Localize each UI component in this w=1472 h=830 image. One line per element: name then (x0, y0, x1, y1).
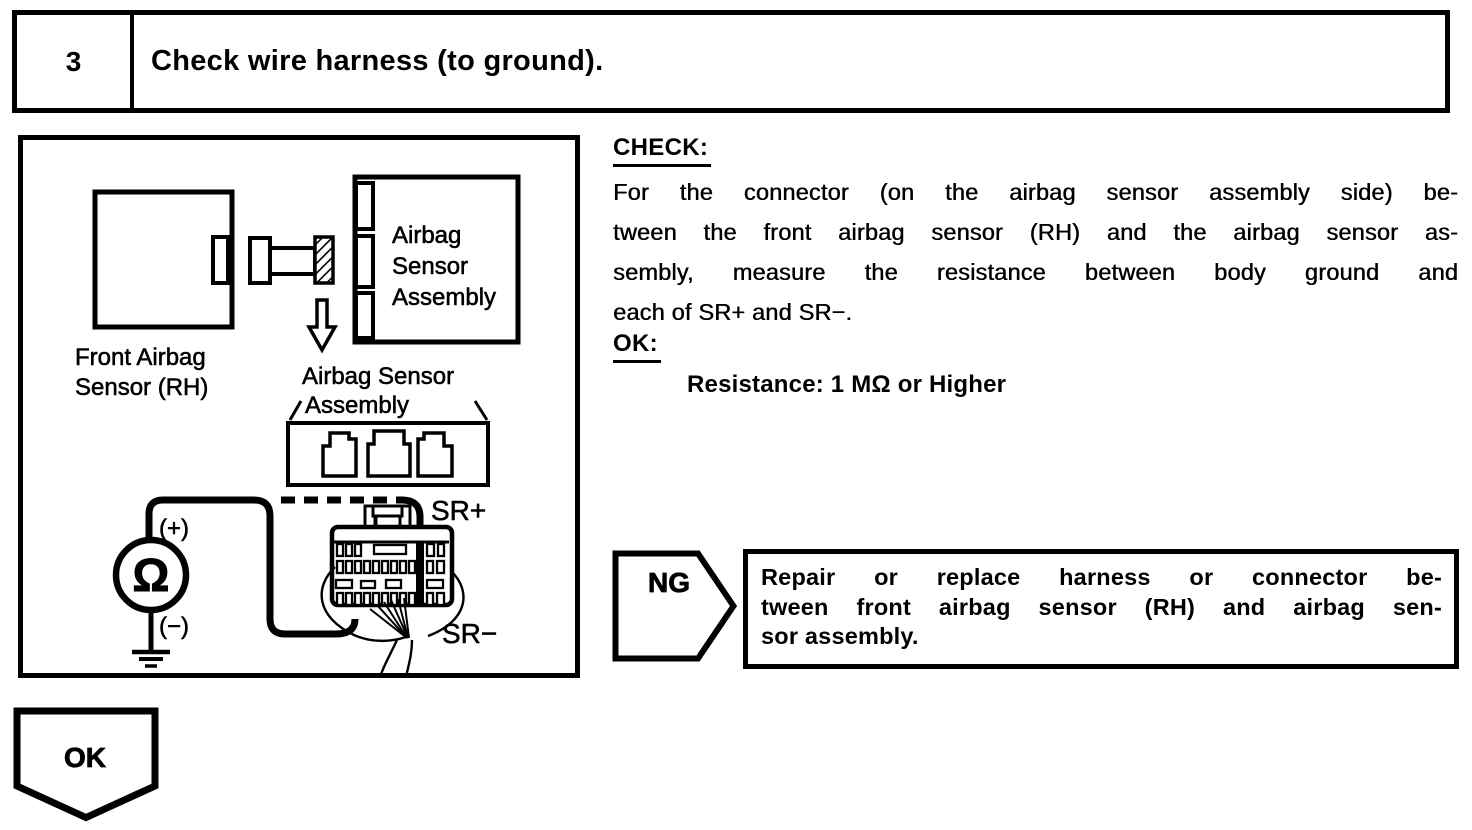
ng-action-line: Repair or replace harness or connector be- (761, 564, 1442, 590)
ok-heading: OK: (613, 330, 661, 363)
ng-badge (612, 550, 737, 662)
front-sensor-label-1: Front Airbag (75, 344, 206, 371)
check-heading: CHECK: (613, 134, 711, 167)
ng-action-line: tween front airbag sensor (RH) and airbag sen- (761, 593, 1442, 620)
probe-minus-label: (−) (159, 613, 189, 640)
assembly-box-label-2: Sensor (392, 253, 469, 280)
ok-badge (13, 707, 159, 822)
connector-caption-1: Airbag Sensor (302, 363, 455, 390)
check-line: each of SR+ and SR−. (613, 299, 853, 325)
ng-badge-label: NG (648, 567, 690, 598)
check-paragraph (613, 172, 1458, 332)
sr-plus-label: SR+ (431, 495, 487, 526)
assembly-box-label-1: Airbag (392, 222, 462, 249)
ok-spec: Resistance: 1 MΩ or Higher (687, 371, 1007, 398)
assembly-box-label-3: Assembly (392, 284, 497, 311)
check-line: sembly, measure the resistance between body ground and (613, 259, 1458, 285)
front-sensor-label-2: Sensor (RH) (75, 374, 209, 401)
check-line: For the connector (on the airbag sensor assembly side) be- (613, 179, 1458, 205)
assembly-connector-face (288, 423, 488, 485)
connector-caption-2: Assembly (305, 392, 410, 419)
step-number: 3 (17, 15, 134, 108)
check-line: tween the front airbag sensor (RH) and the airbag sensor as- (613, 219, 1458, 245)
ng-action-line: sor assembly. (761, 623, 919, 649)
ok-badge-label: OK (64, 742, 106, 773)
ohm-symbol: Ω (132, 549, 170, 601)
front-airbag-sensor-shape (95, 192, 232, 327)
step-header (12, 10, 1450, 113)
probe-plus-label: (+) (159, 515, 189, 542)
wiring-diagram (18, 135, 580, 678)
step-title: Check wire harness (to ground). (151, 45, 604, 77)
ng-action-box (743, 549, 1459, 669)
sr-minus-label: SR− (442, 618, 498, 649)
